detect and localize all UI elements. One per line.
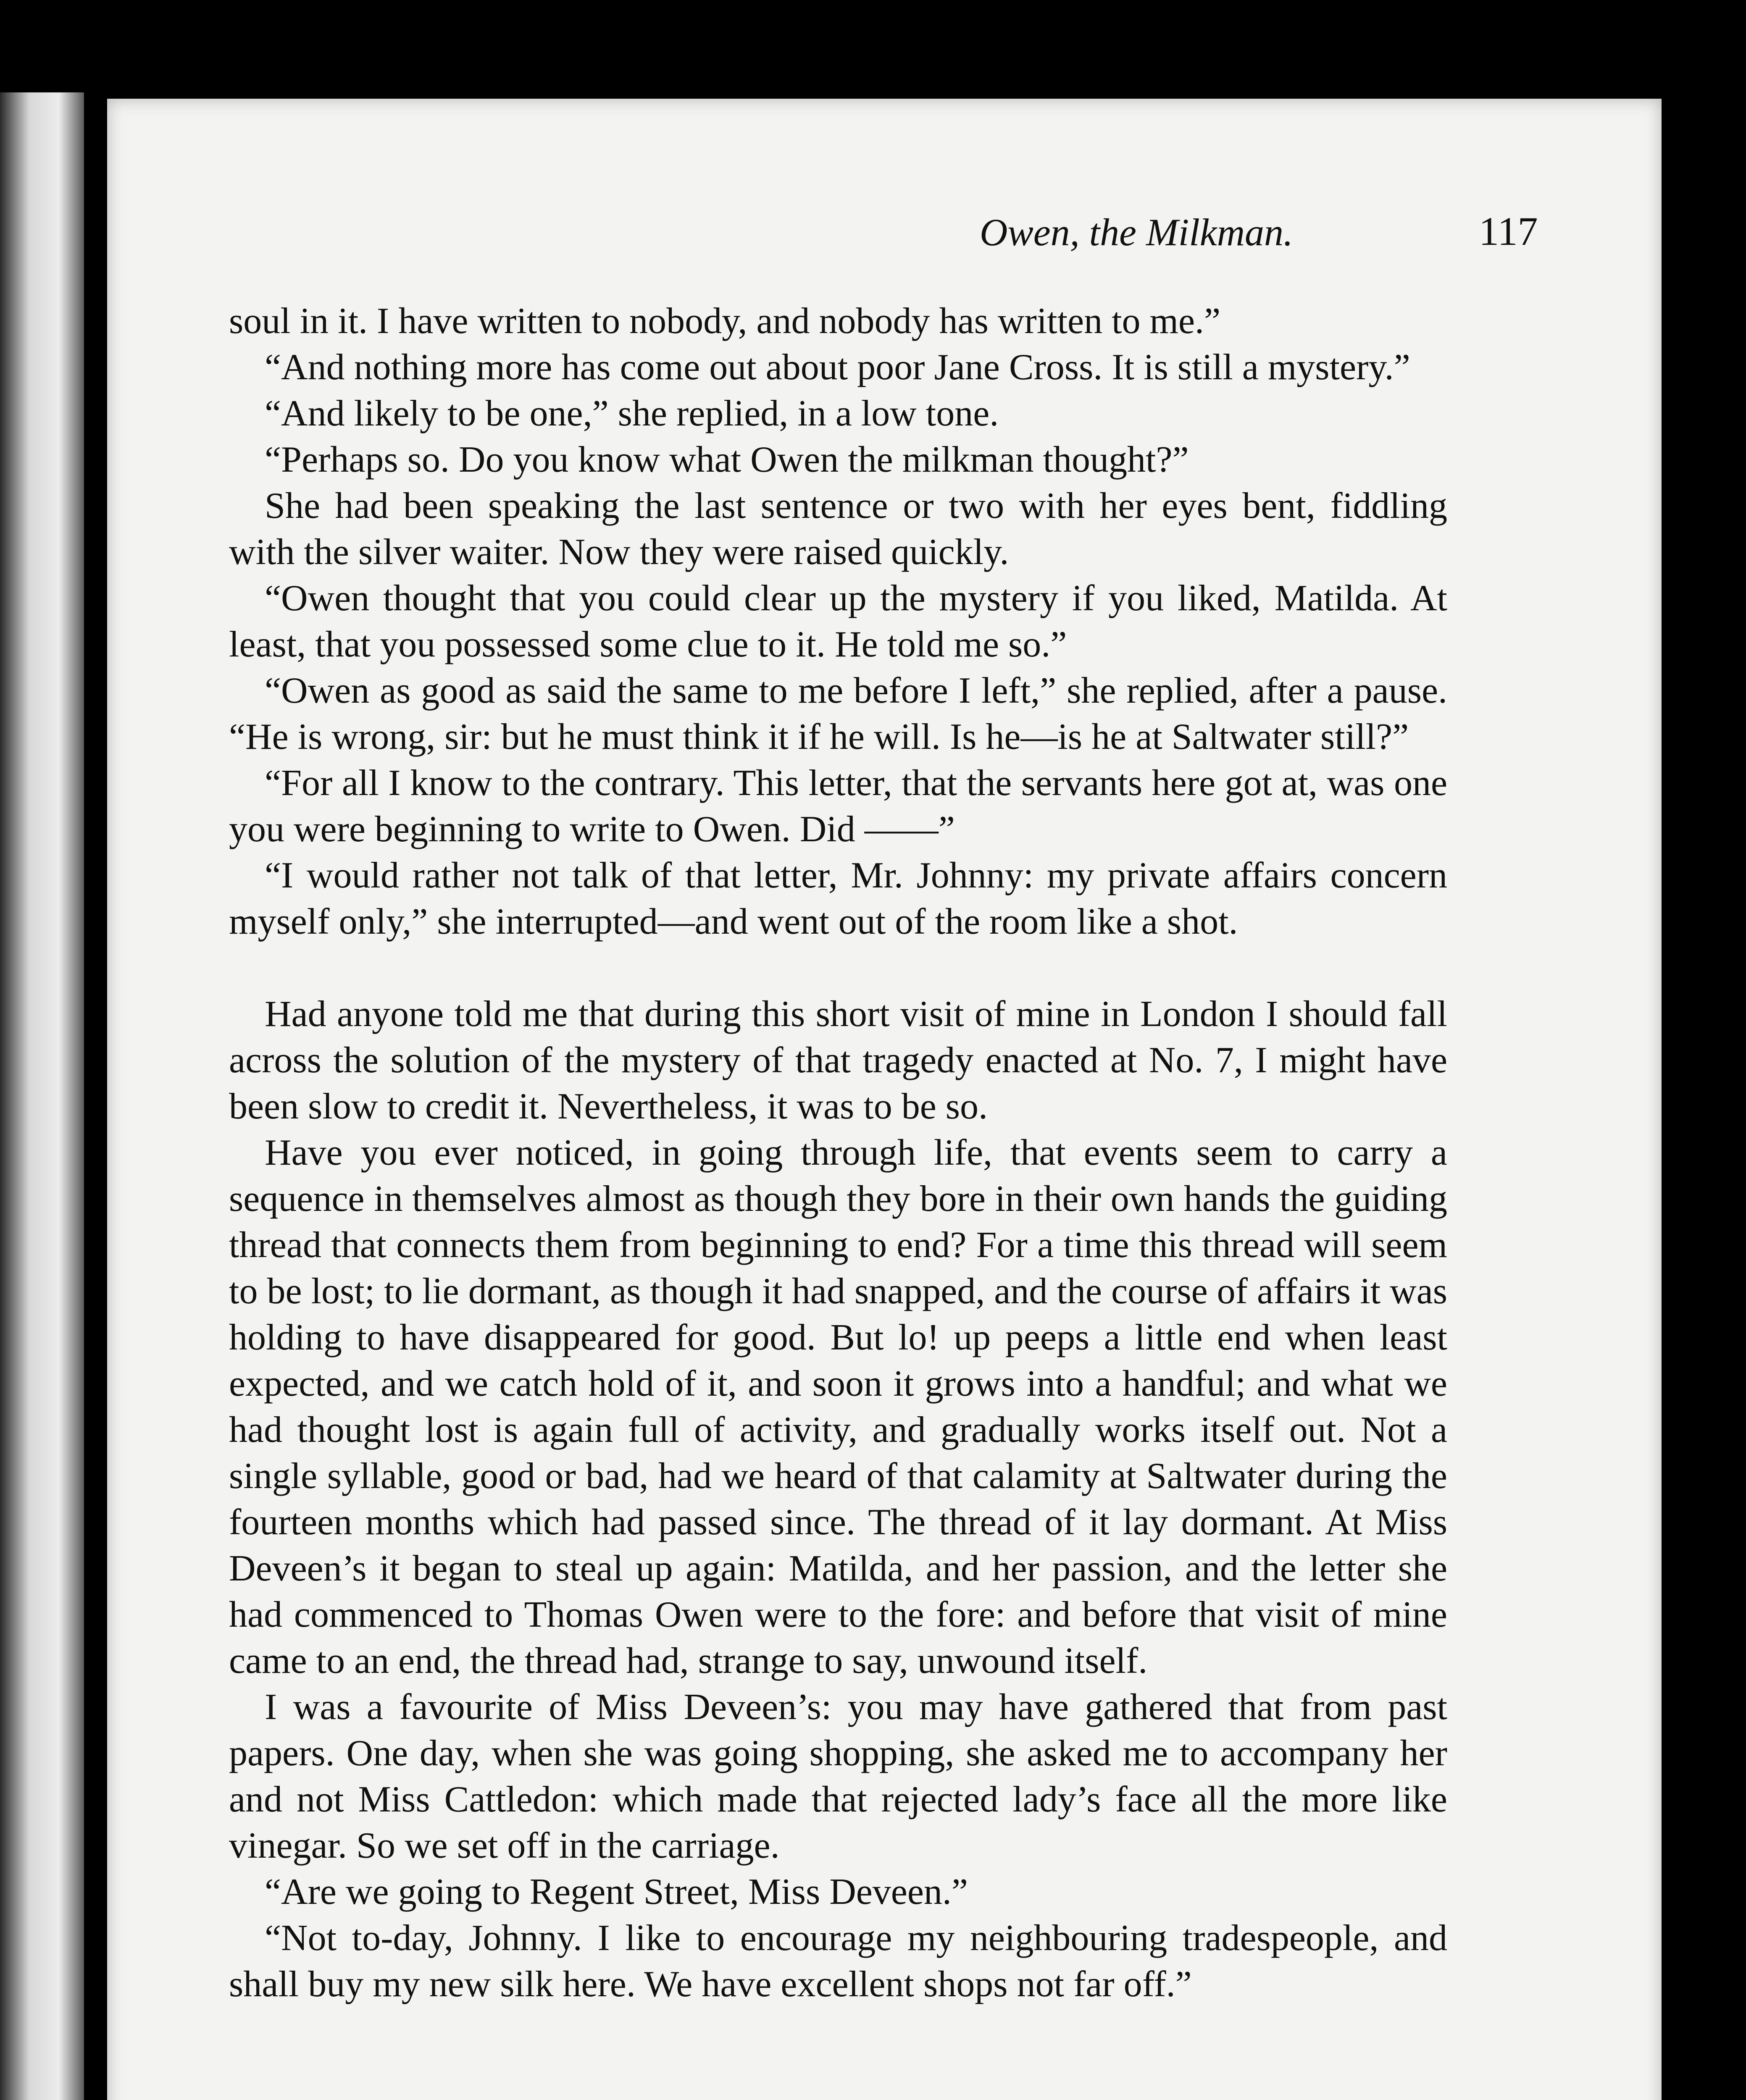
paragraph: She had been speaking the last sentence or two with her eyes bent, fiddling with the silver waiter. Now they were raised quickly. bbox=[229, 486, 1447, 572]
adjacent-page-edge bbox=[0, 92, 84, 2100]
paragraph: “Are we going to Regent Street, Miss Deveen.” bbox=[265, 1872, 968, 1912]
paragraph: I was a favourite of Miss Deveen’s: you may have gathered that from past papers. One day, when she was going shopping, she asked me to accompany her and not Miss Cattledon: which made that rejected lady’s face all the more like vinegar. So we set off in the carriage. bbox=[229, 1687, 1447, 1866]
page-number: 117 bbox=[1479, 209, 1538, 254]
paragraph: “For all I know to the contrary. This letter, that the servants here got at, was one you were beginning to write to Owen. Did ——” bbox=[229, 763, 1447, 850]
paragraph: “Not to-day, Johnny. I like to encourage my neighbouring tradespeople, and shall buy my new silk here. We have excellent shops not far off.” bbox=[229, 1918, 1447, 2005]
paragraph: Have you ever noticed, in going through life, that events seem to carry a sequence in themselves almost as though they bore in their own hands the guiding thread that connects them from beginning to end? For a time this thread will seem to be lost; to lie dormant, as though it had snapped, and the course of affairs it was holding to have disappeared for good. But lo! up peeps a little end when least expected, and we catch hold of it, and soon it grows into a handful; and what we had thought lost is again full of activity, and gradually works itself out. Not a single syllable, good or bad, had we heard of that calamity at Saltwater during the fourteen months which had passed since. The thread of it lay dormant. At Miss Deveen’s it began to steal up again: Matilda, and her passion, and the letter she had commenced to Thomas Owen were to the fore: and before that visit of mine came to an end, the thread had, strange to say, unwound itself. bbox=[229, 1132, 1447, 1681]
paragraph: “Owen thought that you could clear up the mystery if you liked, Matilda. At least, that you possessed some clue to it. He told me so.” bbox=[229, 578, 1447, 665]
paragraph: “Perhaps so. Do you know what Owen the milkman thought?” bbox=[265, 439, 1189, 480]
paragraph: “Owen as good as said the same to me before I left,” she replied, after a pause. “He is wrong, sir: but he must think it if he will. Is he—is he at Saltwater still?” bbox=[229, 670, 1447, 757]
book-page bbox=[107, 99, 1662, 2100]
paragraph: Had anyone told me that during this short visit of mine in London I should fall across the solution of the mystery of that tragedy enacted at No. 7, I might have been slow to credit it. Nevertheless, it was to be so. bbox=[229, 994, 1447, 1127]
paragraph: “And nothing more has come out about poor Jane Cross. It is still a mystery.” bbox=[265, 347, 1410, 388]
paragraph: “And likely to be one,” she replied, in a low tone. bbox=[265, 393, 999, 434]
body-text bbox=[229, 298, 1447, 2008]
paragraph: soul in it. I have written to nobody, and nobody has written to me.” bbox=[229, 301, 1221, 341]
running-title: Owen, the Milkman. bbox=[979, 211, 1294, 254]
paragraph: “I would rather not talk of that letter, Mr. Johnny: my private affairs concern myself only,” she interrupted—and went out of the room like a shot. bbox=[229, 855, 1447, 942]
